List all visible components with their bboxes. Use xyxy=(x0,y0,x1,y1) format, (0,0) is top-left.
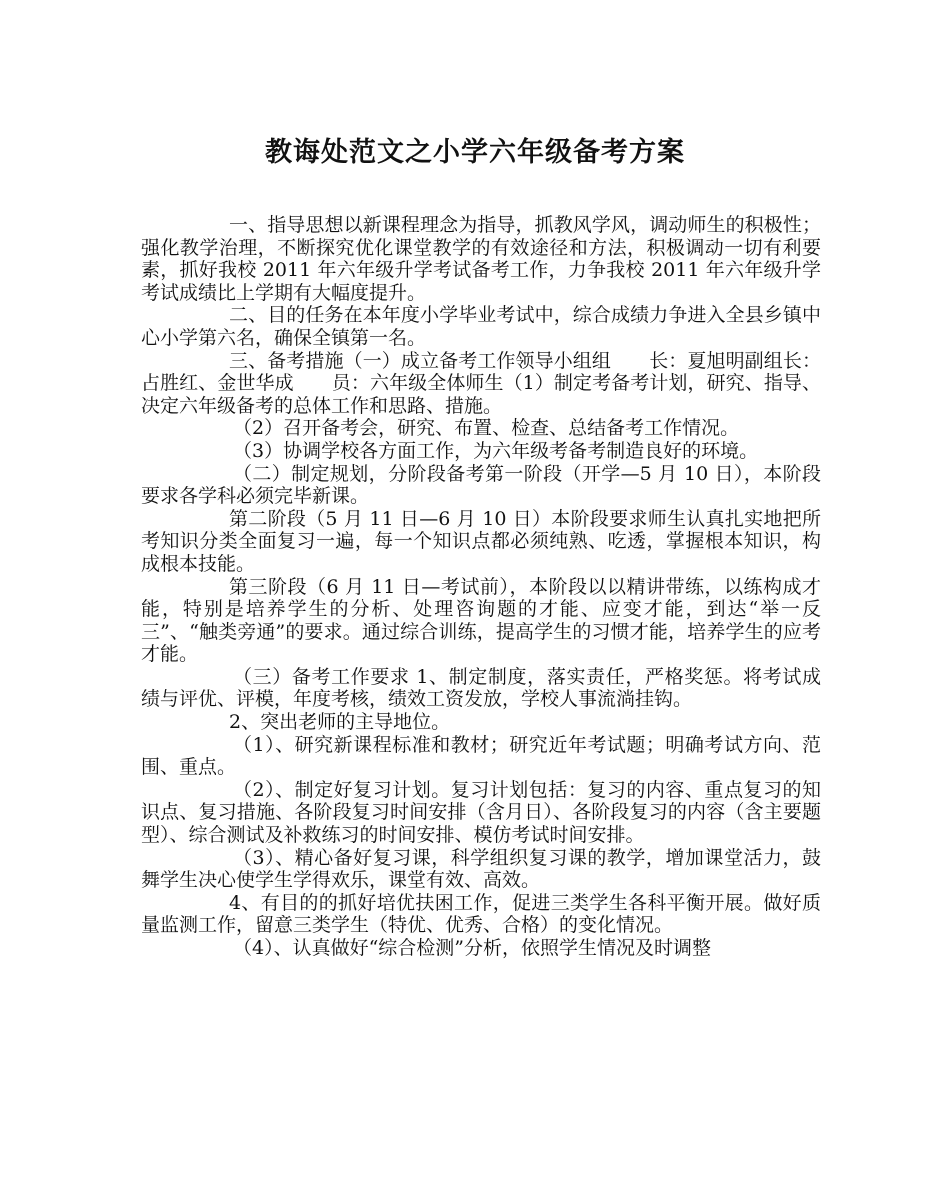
document-body xyxy=(141,214,821,960)
paragraph-stage-2: 第二阶段（5 月 11 日—6 月 10 日）本阶段要求师生认真扎实地把所考知识分类全面复习一遍，每一个知识点都必须纯熟、吃透，掌握根本知识，构成根本技能。 xyxy=(141,507,821,575)
paragraph-guiding-ideology: 一、指导思想以新课程理念为指导，抓教风学风，调动师生的积极性；强化教学治理，不断探究优化课堂教学的有效途径和方法，积极调动一切有利要素，抓好我校 2011 年六年级升学考试备考工作，力争我校 2011 年六年级升学考试成绩比上学期有大幅度提升。 xyxy=(141,214,821,304)
paragraph-stage-3: 第三阶段（6 月 11 日—考试前），本阶段以以精讲带练，以练构成才能，特别是培养学生的分析、处理咨询题的才能、应变才能，到达“举一反三”、“触类旁通”的要求。通过综合训练，提高学生的习惯才能，培养学生的应考才能。 xyxy=(141,575,821,666)
paragraph-teacher-role: 2、突出老师的主导地位。 xyxy=(229,711,451,734)
paragraph-review-plan: （2）、制定好复习计划。复习计划包括：复习的内容、重点复习的知识点、复习措施、各阶段复习时间安排（含月日）、各阶段复习的内容（含主要题型）、综合测试及补救练习的时间安排、模仿考试时间安排。 xyxy=(141,778,821,847)
paragraph-plan-stage-1: （二）制定规划，分阶段备考第一阶段（开学—5 月 10 日），本阶段要求各学科必须完毕新课。 xyxy=(141,462,821,508)
paragraph-requirements: （三）备考工作要求 1、制定制度，落实责任，严格奖惩。将考试成绩与评优、评模，年度考核，绩效工资发放，学校人事流淌挂钩。 xyxy=(141,665,821,711)
paragraph-measure-3: （3）协调学校各方面工作，为六年级考备考制造良好的环境。 xyxy=(233,439,759,462)
paragraph-tutoring: 4、有目的的抓好培优扶困工作，促进三类学生各科平衡开展。做好质量监测工作，留意三类学生（特优、优秀、合格）的变化情况。 xyxy=(141,891,821,937)
paragraph-study-curriculum: （1）、研究新课程标准和教材；研究近年考试题；明确考试方向、范围、重点。 xyxy=(141,733,821,779)
paragraph-review-lessons: （3）、精心备好复习课，科学组织复习课的教学，增加课堂活力，鼓舞学生决心使学生学得欢乐，课堂有效、高效。 xyxy=(141,846,821,892)
paragraph-measures: 三、备考措施（一）成立备考工作领导小组组 长：夏旭明副组长：占胜红、金世华成 员：六年级全体师生（1）制定考备考计划，研究、指导、决定六年级备考的总体工作和思路、措施。 xyxy=(141,349,821,417)
paragraph-goals: 二、目的任务在本年度小学毕业考试中，综合成绩力争进入全县乡镇中心小学第六名，确保全镇第一名。 xyxy=(141,304,821,349)
paragraph-measure-2: （2）召开备考会，研究、布置、检查、总结备考工作情况。 xyxy=(233,417,740,440)
paragraph-test-analysis: （4）、认真做好“综合检测”分析，依照学生情况及时调整 xyxy=(233,937,712,959)
document-title: 教诲处范文之小学六年级备考方案 xyxy=(265,137,685,168)
